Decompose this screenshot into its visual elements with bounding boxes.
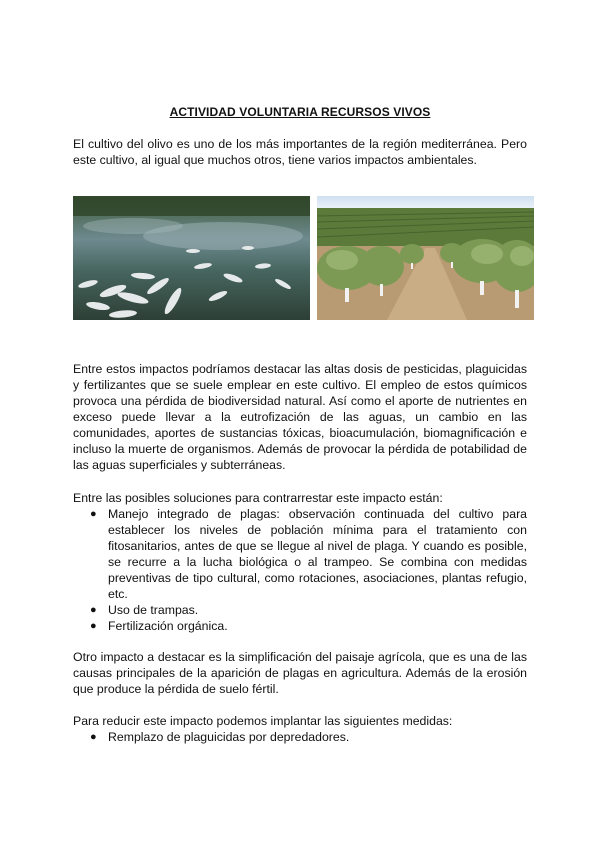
document-title: ACTIVIDAD VOLUNTARIA RECURSOS VIVOS: [169, 105, 431, 119]
list-item-text: Uso de trampas.: [108, 603, 199, 617]
solutions-intro: Entre las posibles soluciones para contrarrestar este impacto están:: [73, 491, 443, 505]
dead-fish-photo: [73, 196, 310, 320]
bullet-icon: ●: [90, 604, 97, 616]
measures-intro: Para reducir este impacto podemos implantar las siguientes medidas:: [73, 714, 453, 728]
list-item-text: Remplazo de plaguicidas por depredadores.: [108, 730, 350, 744]
list-item: [73, 618, 527, 634]
solutions-list: [73, 506, 527, 634]
measures-list: [73, 729, 527, 745]
bullet-icon: ●: [90, 508, 97, 520]
list-item: [73, 729, 527, 745]
second-impact-paragraph: Otro impacto a destacar es la simplificación del paisaje agrícola, que es una de las causas principales de la aparición de plagas en agricultura. Además de la erosión que produce la pérdida de suelo fértil.: [73, 650, 527, 696]
list-item-text: Manejo integrado de plagas: observación continuada del cultivo para establecer los niveles de población mínima para el tratamiento con fitosanitarios, antes de que se llegue al nivel de plaga. Y cuando es posible, se recurre a la lucha biológica o al trampeo. Se combina con medidas preventivas de tipo cultural, como rotaciones, asociaciones, plantas refugio, etc.: [108, 507, 527, 601]
intro-paragraph: El cultivo del olivo es uno de los más importantes de la región mediterránea. Pero este cultivo, al igual que muchos otros, tiene varios impactos ambientales.: [73, 137, 527, 167]
bullet-icon: ●: [90, 620, 97, 632]
impacts-paragraph: Entre estos impactos podríamos destacar las altas dosis de pesticidas, plaguicidas y fertilizantes que se suele emplear en este cultivo. El empleo de estos químicos provoca una pérdida de biodiversidad natural. Así como el aporte de nutrientes en exceso puede llevar a la eutrofización de las aguas, un cambio en las comunidades, aportes de sustancias tóxicas, bioacumulación, biomagnificación e incluso la muerte de organismos. Además de provocar la pérdida de potabilidad de las aguas superficiales y subterráneas.: [73, 362, 527, 472]
list-item: [73, 602, 527, 618]
list-item-text: Fertilización orgánica.: [108, 619, 228, 633]
bullet-icon: ●: [90, 731, 97, 743]
olive-grove-photo: [317, 196, 534, 320]
list-item: [73, 506, 527, 602]
